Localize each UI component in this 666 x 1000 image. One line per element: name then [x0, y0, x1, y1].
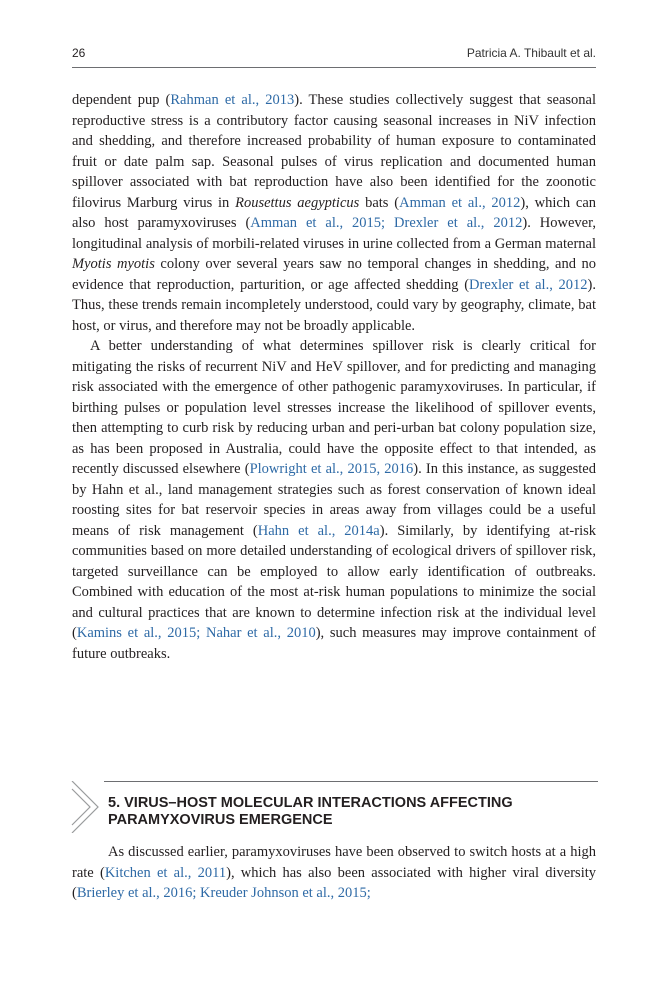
running-header — [72, 46, 596, 66]
section-heading — [72, 781, 602, 831]
citation-link[interactable]: Amman et al., 2015; Drexler et al., 2012 — [250, 215, 523, 231]
citation-link[interactable]: Kitchen et al., 2011 — [104, 864, 227, 881]
species-name: Rousettus aegypticus — [235, 194, 360, 211]
citation-link[interactable]: Kamins et al., 2015; Nahar et al., 2010 — [76, 625, 316, 641]
paragraph-3: As discussed earlier, paramyxoviruses have been observed to switch hosts at a high rate (Kitchen et al., 2011), which has also been associated with higher viral diversity (Brierley et al., 2016; Kreuder Johnson et al., 2015; — [72, 844, 597, 901]
citation-link[interactable]: Plowright et al., 2015, 2016 — [249, 461, 414, 477]
running-head-authors: Patricia A. Thibault et al. — [466, 46, 596, 60]
citation-link[interactable]: Amman et al., 2012 — [399, 194, 521, 211]
paragraph-2: A better understanding of what determines spillover risk is clearly critical for mitigating the risks of recurrent NiV and HeV spillover, and for predicting and managing risk associated with the emergence of other pathogenic paramyxoviruses. In particular, if birthing pulses or population level stresses increase the likelihood of spillover events, then attempting to curb risk by reducing urban and peri-urban bat colony population size, as has been proposed in Australia, could have the opposite effect to that intended, as recently discussed elsewhere (Plowright et al., 2015, 2016). In this instance, as suggested by Hahn et al., land management strategies such as forest conservation of known ideal roosting sites for bat reservoir species in areas away from villages could be a useful means of risk management (Hahn et al., 2014a). Similarly, by identifying at-risk communities based on more detailed understanding of ecological drivers of spillover risk, targeted surveillance can be employed to allow early identification of outbreaks. Combined with education of the most at-risk human populations to minimize the social and cultural practices that are known to determine infection risk at the individual level (Kamins et al., 2015; Nahar et al., 2010), such measures may improve containment of future outbreaks. — [72, 338, 596, 662]
citation-link[interactable]: Drexler et al., 2012 — [469, 276, 588, 293]
main-text — [72, 90, 596, 664]
header-rule — [72, 67, 596, 68]
species-name: Myotis myotis — [72, 256, 155, 272]
section-title: 5. VIRUS–HOST MOLECULAR INTERACTIONS AFFECTING PARAMYXOVIRUS EMERGENCE — [108, 795, 513, 828]
main-text-continued — [72, 842, 596, 904]
page-number: 26 — [72, 46, 86, 60]
paragraph-1: dependent pup (Rahman et al., 2013). These studies collectively suggest that seasonal reproductive stress is a contributory factor causing seasonal increases in NiV infection and shedding, and therefore increased probability of human exposure to contaminated fruit or date palm sap. Seasonal pulses of virus replication and documented human spillover associated with bat reproduction have also been identified for the zoonotic filovirus Marburg virus in Rousettus aegypticus bats (Amman et al., 2012), which can also host paramyxoviruses (Amman et al., 2015; Drexler et al., 2012). However, longitudinal analysis of morbili-related viruses in urine collected from a German maternal Myotis myotis colony over several years saw no temporal changes in shedding, and no evidence that reproduction, parturition, or age affected shedding (Drexler et al., 2012). Thus, these trends remain incompletely understood, could vary by geography, climate, bat host, or virus, and therefore may not be broadly applicable. — [72, 92, 597, 334]
section-rule — [104, 781, 598, 782]
citation-link[interactable]: Hahn et al., 2014a — [257, 522, 380, 539]
chevron-right-icon — [68, 781, 108, 833]
citation-link[interactable]: Brierley et al., 2016; Kreuder Johnson et al., 2015; — [76, 885, 371, 901]
citation-link[interactable]: Rahman et al., 2013 — [170, 92, 295, 108]
